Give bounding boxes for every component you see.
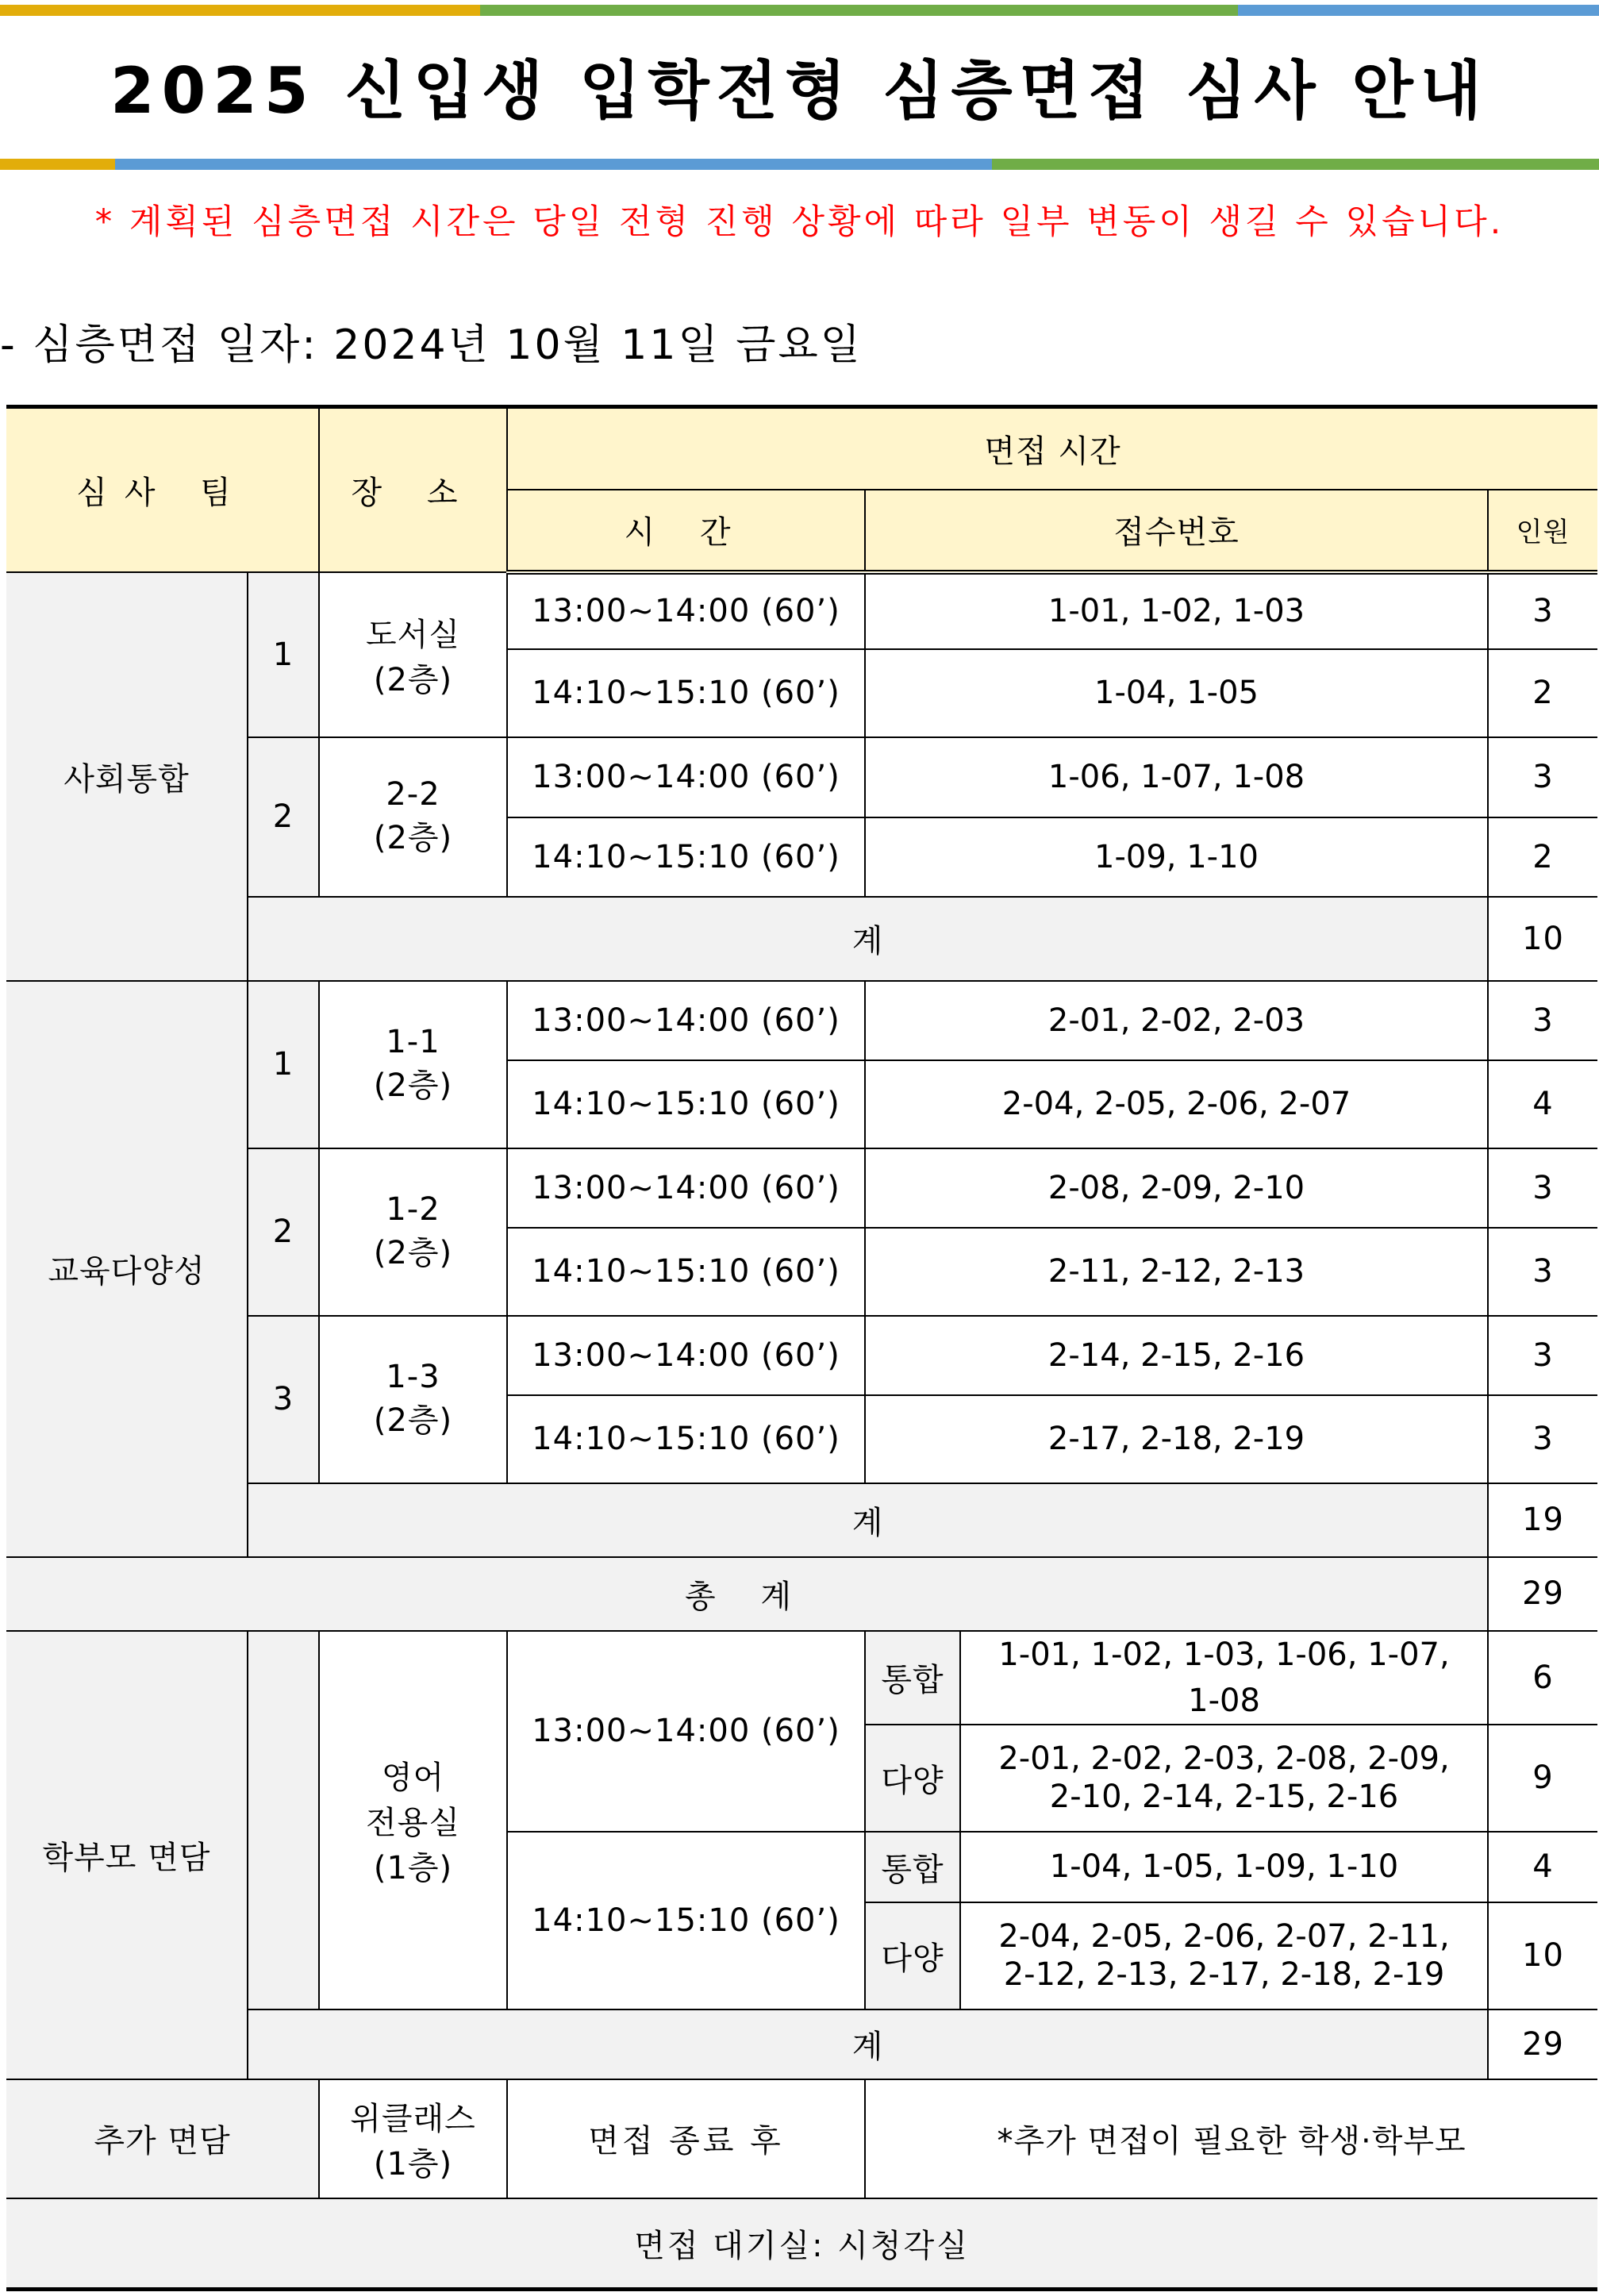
count-cell: 3 bbox=[1488, 572, 1597, 649]
parents-team-blank bbox=[248, 1631, 319, 2009]
reg-nums-cell: 2-01, 2-02, 2-03 bbox=[865, 981, 1488, 1060]
diversity-subtotal: 19 bbox=[1488, 1483, 1597, 1557]
header-reg-no: 접수번호 bbox=[865, 490, 1488, 572]
parents-label: 학부모 면담 bbox=[6, 1631, 248, 2079]
count-cell: 3 bbox=[1488, 1316, 1597, 1395]
diversity-team2-place: 1-2 (2층) bbox=[319, 1148, 507, 1316]
reg-nums-cell: 2-04, 2-05, 2-06, 2-07, 2-11, 2-12, 2-13, 2-17, 2-18, 2-19 bbox=[960, 1902, 1488, 2009]
bottom-color-bar bbox=[0, 159, 1599, 170]
count-cell: 10 bbox=[1488, 1902, 1597, 2009]
extra-label: 추가 면담 bbox=[6, 2079, 319, 2198]
time-cell: 14:10~15:10 (60’) bbox=[507, 1395, 865, 1483]
page-title: 2025 신입생 입학전형 심층면접 심사 안내 bbox=[110, 54, 1489, 128]
time-cell: 14:10~15:10 (60’) bbox=[507, 1228, 865, 1316]
count-cell: 2 bbox=[1488, 649, 1597, 737]
time-cell: 13:00~14:00 (60’) bbox=[507, 572, 865, 649]
parents-subtotal-label: 계 bbox=[248, 2009, 1488, 2079]
reg-nums-cell: 1-04, 1-05 bbox=[865, 649, 1488, 737]
grand-total: 29 bbox=[1488, 1557, 1597, 1631]
parents-subtotal: 29 bbox=[1488, 2009, 1597, 2079]
count-cell: 3 bbox=[1488, 737, 1597, 817]
time-cell: 14:10~15:10 (60’) bbox=[507, 1060, 865, 1148]
diversity-team2-no: 2 bbox=[248, 1148, 319, 1316]
top-color-bar bbox=[0, 5, 1599, 16]
diversity-subtotal-label: 계 bbox=[248, 1483, 1488, 1557]
type-cell: 다양 bbox=[865, 1725, 960, 1832]
interview-schedule-table bbox=[6, 405, 1597, 2291]
type-cell: 통합 bbox=[865, 1631, 960, 1725]
reg-nums-cell: 1-09, 1-10 bbox=[865, 817, 1488, 897]
count-cell: 3 bbox=[1488, 1395, 1597, 1483]
diversity-team1-no: 1 bbox=[248, 981, 319, 1148]
interview-date: - 심층면접 일자: 2024년 10월 11일 금요일 bbox=[0, 321, 863, 369]
social-team1-no: 1 bbox=[248, 572, 319, 737]
parents-time-1: 13:00~14:00 (60’) bbox=[507, 1631, 865, 1832]
reg-nums-cell: 1-01, 1-02, 1-03, 1-06, 1-07, 1-08 bbox=[960, 1631, 1488, 1725]
count-cell: 2 bbox=[1488, 817, 1597, 897]
reg-nums-cell: 2-14, 2-15, 2-16 bbox=[865, 1316, 1488, 1395]
time-cell: 14:10~15:10 (60’) bbox=[507, 817, 865, 897]
reg-nums-cell: 1-06, 1-07, 1-08 bbox=[865, 737, 1488, 817]
header-interview-time: 면접 시간 bbox=[507, 407, 1597, 490]
type-cell: 다양 bbox=[865, 1902, 960, 2009]
schedule-change-notice: * 계획된 심층면접 시간은 당일 전형 진행 상황에 따라 일부 변동이 생길 수 있습니다. bbox=[94, 202, 1505, 242]
reg-nums-cell: 2-17, 2-18, 2-19 bbox=[865, 1395, 1488, 1483]
header-time: 시 간 bbox=[507, 490, 865, 572]
count-cell: 9 bbox=[1488, 1725, 1597, 1832]
count-cell: 3 bbox=[1488, 1148, 1597, 1228]
header-count: 인원 bbox=[1488, 490, 1597, 572]
count-cell: 4 bbox=[1488, 1832, 1597, 1902]
reg-nums-cell: 2-01, 2-02, 2-03, 2-08, 2-09, 2-10, 2-14, 2-15, 2-16 bbox=[960, 1725, 1488, 1832]
time-cell: 14:10~15:10 (60’) bbox=[507, 649, 865, 737]
extra-note: *추가 면접이 필요한 학생·학부모 bbox=[865, 2079, 1597, 2198]
diversity-team3-no: 3 bbox=[248, 1316, 319, 1483]
social-team1-place: 도서실 (2층) bbox=[319, 572, 507, 737]
header-place: 장 소 bbox=[319, 407, 507, 572]
reg-nums-cell: 2-11, 2-12, 2-13 bbox=[865, 1228, 1488, 1316]
count-cell: 4 bbox=[1488, 1060, 1597, 1148]
time-cell: 13:00~14:00 (60’) bbox=[507, 981, 865, 1060]
social-team-label: 사회통합 bbox=[6, 572, 248, 981]
extra-place: 위클래스 (1층) bbox=[319, 2079, 507, 2198]
time-cell: 13:00~14:00 (60’) bbox=[507, 1316, 865, 1395]
reg-nums-cell: 1-01, 1-02, 1-03 bbox=[865, 572, 1488, 649]
extra-time: 면접 종료 후 bbox=[507, 2079, 865, 2198]
social-team2-no: 2 bbox=[248, 737, 319, 897]
diversity-team3-place: 1-3 (2층) bbox=[319, 1316, 507, 1483]
social-team2-place: 2-2 (2층) bbox=[319, 737, 507, 897]
diversity-team-label: 교육다양성 bbox=[6, 981, 248, 1557]
reg-nums-cell: 2-08, 2-09, 2-10 bbox=[865, 1148, 1488, 1228]
waiting-room: 면접 대기실: 시청각실 bbox=[6, 2198, 1597, 2290]
time-cell: 13:00~14:00 (60’) bbox=[507, 1148, 865, 1228]
diversity-team1-place: 1-1 (2층) bbox=[319, 981, 507, 1148]
header-team: 심사 팀 bbox=[6, 407, 319, 572]
count-cell: 3 bbox=[1488, 981, 1597, 1060]
count-cell: 3 bbox=[1488, 1228, 1597, 1316]
reg-nums-cell: 2-04, 2-05, 2-06, 2-07 bbox=[865, 1060, 1488, 1148]
type-cell: 통합 bbox=[865, 1832, 960, 1902]
reg-nums-cell: 1-04, 1-05, 1-09, 1-10 bbox=[960, 1832, 1488, 1902]
social-subtotal: 10 bbox=[1488, 897, 1597, 981]
grand-total-label: 총 계 bbox=[6, 1557, 1488, 1631]
parents-time-2: 14:10~15:10 (60’) bbox=[507, 1832, 865, 2009]
social-subtotal-label: 계 bbox=[248, 897, 1488, 981]
time-cell: 13:00~14:00 (60’) bbox=[507, 737, 865, 817]
count-cell: 6 bbox=[1488, 1631, 1597, 1725]
parents-place: 영어 전용실 (1층) bbox=[319, 1631, 507, 2009]
